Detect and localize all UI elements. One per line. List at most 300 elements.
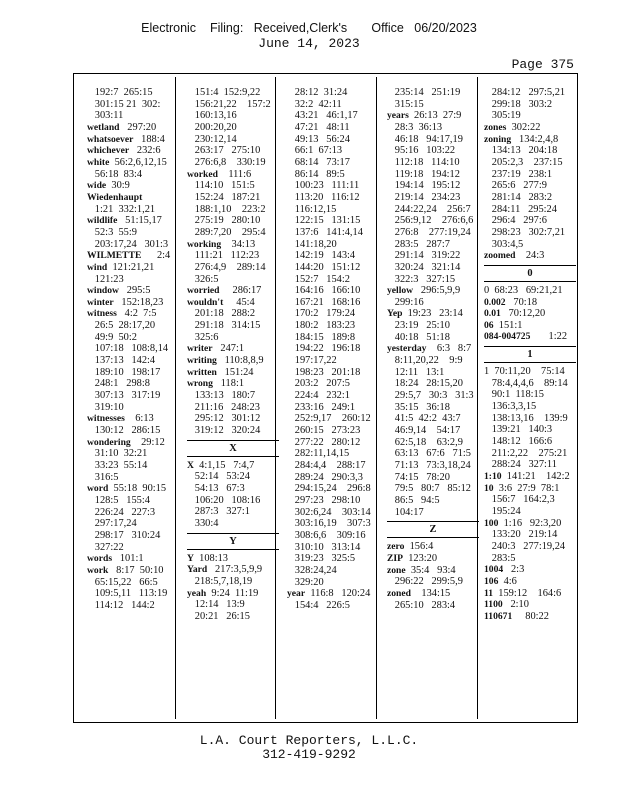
index-line: [287, 495, 387, 507]
page-line-references: 138:13,16 139:9: [484, 412, 568, 424]
page-line-references: 8:11,20,22 9:9: [387, 355, 463, 367]
index-line: [87, 402, 187, 414]
page-line-references: 284:11 295:24: [484, 203, 557, 215]
page-line-references: 307:13 317:19: [87, 390, 161, 402]
index-line: [287, 355, 387, 367]
index-line: [287, 204, 387, 216]
index-line: [287, 110, 387, 122]
index-line: [387, 507, 487, 519]
index-line: [484, 401, 584, 413]
index-line: [187, 483, 287, 495]
index-headword: words: [87, 553, 113, 565]
index-headword: Y: [187, 552, 194, 564]
page-line-references: 308:6,6 309:16: [287, 529, 366, 541]
page-line-references: 111:21 112:23: [187, 250, 260, 262]
page-line-references: 148:12 166:6: [484, 436, 553, 448]
index-line: [484, 518, 584, 530]
page-line-references: 23:19 25:10: [387, 320, 450, 332]
page-line-references: 78:4,4,4,6 89:14: [484, 377, 568, 389]
index-line: [387, 541, 487, 553]
page-line-references: 195:24: [484, 506, 521, 517]
page-line-references: 200:20,20: [187, 121, 237, 133]
page-line-references: 66:1 67:13: [287, 145, 343, 157]
page-line-references: 130:12 286:15: [87, 425, 161, 437]
page-line-references: 244:22,24 256:7: [387, 203, 471, 215]
page-line-references: 137:6 141:4,14: [287, 226, 363, 238]
index-line: [187, 425, 287, 437]
index-line: [87, 262, 187, 274]
index-line: [87, 145, 187, 157]
index-line: [387, 378, 487, 390]
page-line-references: 24:3: [515, 250, 545, 262]
index-column-2: [187, 87, 287, 623]
page-number: Page 375: [511, 57, 574, 72]
index-headword: white: [87, 156, 110, 168]
page-line-references: 29:12: [130, 436, 165, 448]
page-line-references: 118:1: [212, 378, 245, 390]
index-line: [287, 99, 387, 111]
index-line: [484, 250, 584, 262]
page-line-references: 248:1 298:8: [87, 378, 150, 390]
index-line: [387, 332, 487, 344]
index-headword: zoomed: [484, 250, 516, 262]
page-line-references: 303:16,19 307:3: [287, 518, 371, 530]
page-line-references: 218:5,7,18,19: [187, 575, 253, 587]
page-line-references: 12:11 13:1: [387, 366, 445, 378]
page-line-references: 47:21 48:11: [287, 121, 350, 133]
page-line-references: 86:5 94:5: [387, 494, 440, 506]
page-line-references: 56:18 83:4: [87, 168, 143, 180]
index-line: [187, 169, 287, 181]
page-line-references: 123:20: [403, 552, 438, 564]
page-line-references: 62:5,18 63:2,9: [387, 436, 463, 448]
page-line-references: 63:13 67:6 71:5: [387, 448, 471, 460]
index-headword: Yard: [187, 564, 208, 576]
index-headword: zoned: [387, 587, 411, 599]
page-line-references: 32:2 42:11: [287, 98, 342, 110]
page-line-references: 252:9,17 260:12: [287, 413, 371, 425]
index-line: [187, 460, 287, 472]
index-headword: X: [187, 459, 194, 471]
page-line-references: 194:22 196:18: [287, 343, 361, 355]
index-line: [87, 134, 187, 146]
page-line-references: 21 302:: [126, 98, 161, 110]
index-line: [484, 413, 584, 425]
index-line: [287, 145, 387, 157]
page-line-references: 46:18 94:17,19: [387, 133, 463, 145]
index-line: [187, 215, 287, 227]
index-line: [484, 541, 584, 553]
page-line-references: 235:14 251:19: [387, 87, 461, 98]
index-line: [387, 495, 487, 507]
transcript-date: June 14, 2023: [258, 36, 360, 51]
page-line-references: 43:21 46:1,17: [287, 110, 358, 122]
index-line: [484, 320, 584, 332]
page-line-references: 286:17: [219, 285, 262, 297]
page-line-references: 156:4: [404, 541, 434, 553]
index-line: [387, 274, 487, 286]
index-line: [187, 553, 287, 565]
page-line-references: 90:1 118:15: [484, 389, 544, 401]
page-line-references: 263:17 275:10: [187, 145, 261, 157]
page-line-references: 137:13 142:4: [87, 355, 156, 367]
index-line: [484, 553, 584, 565]
page-line-references: 159:12 164:6: [493, 587, 562, 599]
page-line-references: 80:22: [512, 610, 549, 622]
index-headword: wondering: [87, 436, 131, 448]
page-line-references: 1:21 332:1,21: [87, 203, 156, 215]
index-headword: wetland: [87, 121, 120, 133]
index-line: [484, 297, 584, 309]
page-line-references: 296:4 297:6: [484, 215, 547, 227]
page-line-references: 113:20 116:12: [287, 191, 360, 203]
index-line: [484, 576, 584, 588]
index-line: [287, 180, 387, 192]
index-line: [87, 180, 187, 192]
page-line-references: 2:4: [141, 250, 171, 262]
index-line: [287, 378, 387, 390]
page-line-references: 142:19 143:4: [287, 250, 356, 262]
page-line-references: 19:23 23:14: [402, 308, 463, 320]
index-headword: winter: [87, 296, 114, 308]
index-line: [484, 122, 584, 134]
page-line-references: 152:24 187:21: [187, 191, 261, 203]
index-line: [287, 367, 387, 379]
letter-section-header: Y: [187, 533, 279, 550]
index-headword: wrong: [187, 378, 213, 390]
page-line-references: 226:24 227:3: [87, 506, 156, 518]
index-line: [287, 169, 387, 181]
index-line: [287, 343, 387, 355]
index-line: [87, 378, 187, 390]
page-line-references: 203:17,24 301:3: [87, 238, 169, 250]
index-line: [287, 87, 387, 99]
court-reporter-phone: 312-419-9292: [262, 747, 356, 762]
page-line-references: 86:14 89:5: [287, 168, 345, 180]
page-line-references: 121:21,21: [107, 261, 155, 273]
index-line: [287, 308, 387, 320]
index-line: [187, 332, 287, 344]
index-line: [287, 507, 387, 519]
page-line-references: 28:12 31:24: [287, 87, 348, 98]
index-line: [387, 437, 487, 449]
page-line-references: 164:16 166:10: [287, 285, 361, 297]
page-line-references: 122:15 131:15: [287, 215, 361, 227]
index-line: [87, 99, 187, 111]
index-line: [187, 390, 287, 402]
index-line: [87, 204, 187, 216]
index-line: [87, 157, 187, 169]
page-line-references: 296:5,9,9: [413, 285, 461, 297]
page-line-references: 326:5: [187, 273, 219, 285]
index-line: [187, 378, 287, 390]
page-line-references: 134:13 204:18: [484, 145, 558, 157]
index-line: [387, 192, 487, 204]
index-line: [287, 483, 387, 495]
index-line: [187, 87, 287, 99]
page-line-references: 20:21 26:15: [187, 610, 250, 622]
index-line: [187, 518, 287, 530]
page-line-references: 144:20 151:12: [287, 261, 361, 273]
index-frame: [73, 73, 578, 723]
page-line-references: 283:5 287:7: [387, 238, 450, 250]
page-line-references: 6:3 8:7: [426, 343, 472, 355]
index-line: [484, 448, 584, 460]
index-headword: 110671: [484, 610, 513, 622]
index-line: [287, 122, 387, 134]
page-line-references: 46:9,14 54:17: [387, 425, 461, 437]
index-line: [287, 600, 387, 612]
index-line: [387, 145, 487, 157]
page-line-references: 217:3,5,9,9: [207, 564, 263, 576]
page-line-references: 224:4 232:1: [287, 390, 350, 402]
column-divider: [275, 77, 276, 719]
page-line-references: 119:18 194:12: [387, 168, 460, 180]
page-line-references: 298:17 310:24: [87, 529, 161, 541]
page-line-references: 305:19: [484, 110, 521, 122]
index-headword: written: [187, 366, 217, 378]
column-divider: [175, 77, 176, 719]
page-line-references: 100:23 111:11: [287, 180, 360, 192]
index-line: [484, 389, 584, 401]
page-line-references: 65:15,22 66:5: [87, 576, 158, 588]
page-line-references: 30:9: [106, 180, 130, 192]
index-headword: window: [87, 285, 119, 297]
page-line-references: 316:5: [87, 471, 119, 483]
index-headword: 084-004725: [484, 331, 531, 343]
index-line: [187, 204, 287, 216]
index-line: [387, 472, 487, 484]
page-line-references: 55:18 90:15: [108, 483, 167, 495]
index-headword: zoning: [484, 133, 512, 145]
index-line: [387, 413, 487, 425]
page-line-references: 295:5: [119, 285, 151, 297]
page-line-references: 265:6 277:9: [484, 180, 547, 192]
index-line: [187, 297, 287, 309]
page-line-references: 139:21 140:3: [484, 424, 553, 436]
page-line-references: 291:18 314:15: [187, 320, 261, 332]
index-headword: year: [287, 588, 306, 600]
page-line-references: 151:1: [493, 319, 523, 331]
index-line: [187, 239, 287, 251]
page-line-references: 303:11: [87, 110, 124, 122]
page-line-references: 299:18 303:2: [484, 98, 553, 110]
index-line: [287, 530, 387, 542]
page-line-references: 184:15 189:8: [287, 331, 356, 343]
page-line-references: 40:18 51:18: [387, 331, 450, 343]
page-line-references: 240:3 277:19,24: [484, 540, 566, 552]
page-line-references: 302:22: [506, 121, 541, 133]
index-line: [287, 239, 387, 251]
page-line-references: 41:5 42:2 43:7: [387, 413, 461, 425]
index-line: [484, 529, 584, 541]
page-line-references: 35:4 93:4: [405, 564, 456, 576]
page-line-references: 134:2,4,8: [511, 133, 559, 145]
index-line: [187, 110, 287, 122]
index-line: [287, 262, 387, 274]
index-headword: writing: [187, 355, 217, 367]
page-line-references: 301:15: [87, 98, 127, 110]
index-line: [187, 588, 287, 600]
page-line-references: 116:12,15: [287, 203, 337, 215]
page-line-references: 219:14 234:23: [387, 191, 461, 203]
index-line: [387, 448, 487, 460]
index-line: [87, 239, 187, 251]
page-line-references: 265:10 283:4: [387, 599, 456, 611]
index-line: [87, 437, 187, 449]
page-line-references: 34:13: [221, 238, 256, 250]
index-line: [387, 285, 487, 297]
page-line-references: 284:4,4 288:17: [287, 460, 366, 471]
page-line-references: 192:7 265:15: [87, 87, 153, 98]
page-line-references: 211:16 248:23: [187, 401, 260, 413]
index-line: [387, 483, 487, 495]
index-line: [87, 332, 187, 344]
page-line-references: 107:18 108:8,14: [87, 343, 169, 355]
index-line: [287, 332, 387, 344]
index-headword: wouldn't: [187, 296, 224, 308]
index-headword: wide: [87, 180, 107, 192]
index-headword: 106: [484, 575, 499, 587]
page-line-references: 49:9 50:2: [87, 331, 137, 343]
index-line: [484, 366, 584, 378]
index-line: [484, 192, 584, 204]
page-line-references: 160:13,16: [187, 110, 237, 122]
index-headword: 10: [484, 482, 494, 494]
index-line: [87, 285, 187, 297]
index-headword: 0.002: [484, 296, 506, 308]
page-line-references: 26:5 28:17,20: [87, 320, 156, 332]
index-line: [187, 506, 287, 518]
page-line-references: 325:6: [187, 331, 219, 343]
index-line: [187, 250, 287, 262]
index-line: [387, 576, 487, 588]
index-line: [187, 262, 287, 274]
page-line-references: 294:15,24 296:8: [287, 483, 371, 495]
index-line: [187, 611, 287, 623]
index-line: [484, 145, 584, 157]
page-line-references: 28:3 36:13: [387, 121, 443, 133]
index-line: [287, 134, 387, 146]
index-headword: 11: [484, 587, 494, 599]
index-line: [87, 192, 187, 204]
page-line-references: 116:8 120:24: [305, 588, 371, 600]
index-headword: worked: [187, 168, 218, 180]
index-headword: wind: [87, 261, 108, 273]
page-line-references: 288:24 327:11: [484, 459, 557, 471]
index-line: [87, 495, 187, 507]
page-line-references: 151:4 152:9,22: [187, 87, 261, 98]
index-line: [287, 227, 387, 239]
index-line: [287, 157, 387, 169]
index-line: [87, 483, 187, 495]
index-line: [87, 250, 187, 262]
page-line-references: 112:18 114:10: [387, 156, 460, 168]
page-line-references: 291:14 319:22: [387, 250, 461, 262]
index-line: [484, 471, 584, 483]
page-line-references: 79:5 80:7 85:12: [387, 483, 471, 495]
page-line-references: 302:6,24 303:14: [287, 506, 371, 518]
page-line-references: 49:13 56:24: [287, 133, 350, 145]
page-line-references: 230:12,14: [187, 133, 237, 145]
page-line-references: 283:5: [484, 552, 516, 564]
index-line: [484, 611, 584, 623]
index-line: [287, 542, 387, 554]
page-line-references: 233:16 249:1: [287, 401, 356, 413]
index-line: [387, 134, 487, 146]
index-line: [484, 215, 584, 227]
index-line: [484, 169, 584, 181]
page-line-references: 134:15: [410, 587, 451, 599]
index-headword: zone: [387, 564, 406, 576]
index-line: [87, 542, 187, 554]
page-line-references: 8:17 50:10: [108, 564, 164, 576]
page-line-references: 4:2 7:5: [116, 308, 157, 320]
page-line-references: 133:20 219:14: [484, 529, 558, 541]
index-line: [484, 378, 584, 390]
page-line-references: 109:5,11 113:19: [87, 588, 168, 600]
page-line-references: 104:17: [387, 506, 424, 518]
index-headword: 0.01: [484, 308, 501, 320]
page-line-references: 31:10 32:21: [87, 448, 148, 460]
page-line-references: 3:6 27:9 78:1: [493, 482, 560, 494]
index-line: [87, 87, 187, 99]
page-line-references: 327:22: [87, 541, 124, 553]
index-line: [87, 507, 187, 519]
index-line: [287, 577, 387, 589]
index-headword: WILMETTE: [87, 250, 142, 262]
page-line-references: 198:23 201:18: [287, 366, 361, 378]
index-line: [387, 600, 487, 612]
index-line: [387, 565, 487, 577]
page-line-references: 297:20: [119, 121, 157, 133]
column-divider: [376, 77, 377, 719]
page-line-references: 2:3: [503, 564, 525, 576]
index-line: [87, 320, 187, 332]
index-line: [87, 122, 187, 134]
index-line: [484, 308, 584, 320]
letter-section-header: X: [187, 440, 279, 457]
index-line: [484, 436, 584, 448]
index-line: [187, 564, 287, 576]
page-line-references: 205:2,3 237:15: [484, 156, 563, 168]
page-line-references: 297:23 298:10: [287, 494, 361, 506]
index-line: [387, 239, 487, 251]
index-line: [87, 472, 187, 484]
page-line-references: 141:18,20: [287, 238, 337, 250]
index-headword: whichever: [87, 145, 130, 157]
index-line: [87, 308, 187, 320]
index-line: [387, 215, 487, 227]
page-line-references: 232:6: [129, 145, 161, 157]
index-line: [187, 599, 287, 611]
index-line: [484, 239, 584, 251]
index-line: [187, 343, 287, 355]
index-headword: zones: [484, 121, 507, 133]
index-line: [287, 425, 387, 437]
page-line-references: 33:23 55:14: [87, 460, 148, 471]
page-line-references: 201:18 288:2: [187, 308, 256, 320]
page-line-references: 29:5,7 30:3 31:3: [387, 390, 474, 402]
page-line-references: 167:21 168:16: [287, 296, 361, 308]
page-line-references: 101:1: [112, 553, 144, 565]
page-line-references: 329:20: [287, 576, 324, 588]
index-line: [387, 157, 487, 169]
page-line-references: 330:4: [187, 517, 219, 529]
index-line: [387, 390, 487, 402]
index-line: [87, 425, 187, 437]
index-line: [387, 180, 487, 192]
